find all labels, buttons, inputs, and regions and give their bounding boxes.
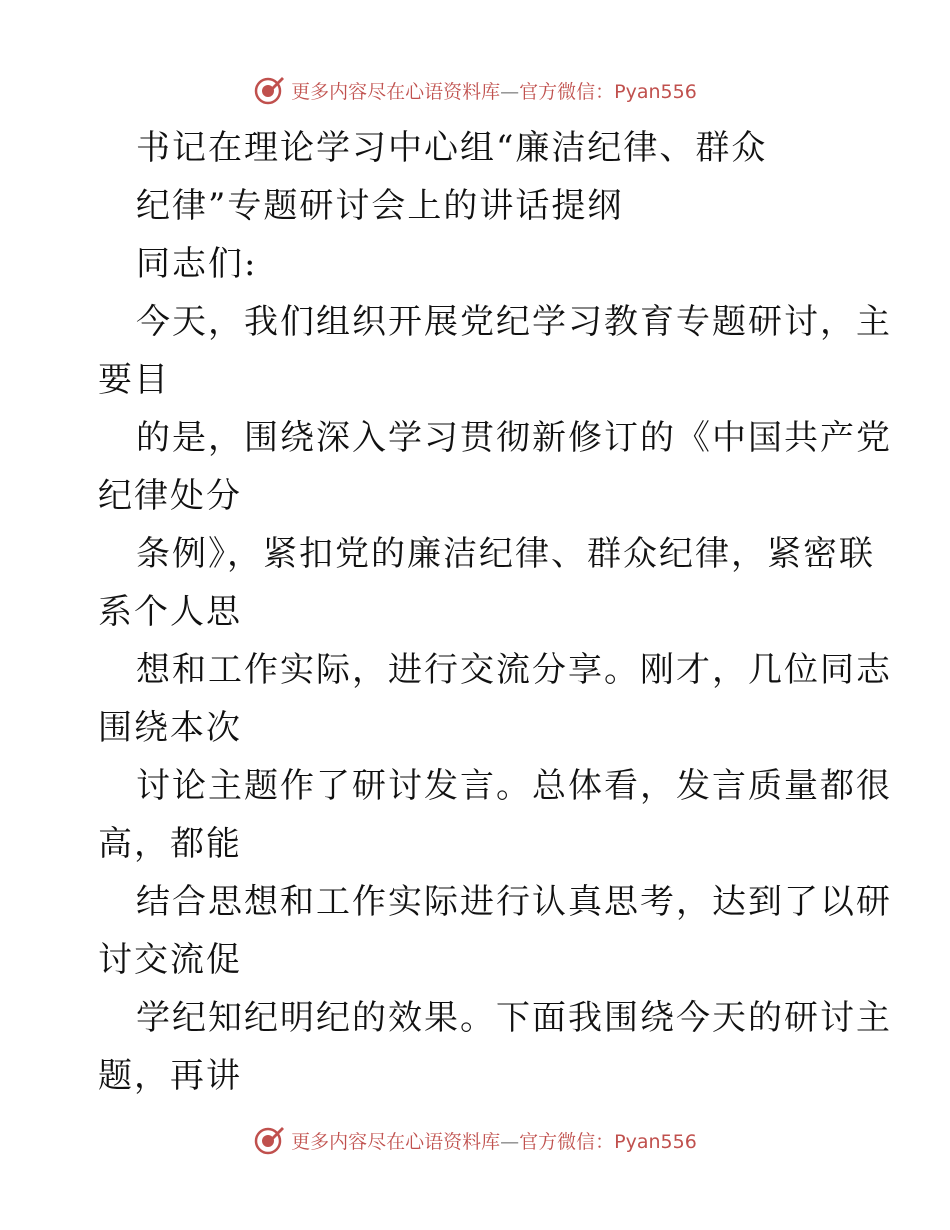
watermark-brand: 更多内容尽在心语资料库 xyxy=(291,80,501,103)
text-line: 讨交流促 xyxy=(98,940,242,980)
salutation: 同志们: xyxy=(136,244,258,284)
text-line: 想和工作实际，进行交流分享。刚才，几位同志 xyxy=(136,650,892,690)
footer-watermark xyxy=(0,1120,950,1160)
watermark-separator: — xyxy=(500,80,520,103)
document-title-line: 书记在理论学习中心组“廉洁纪律、群众 xyxy=(136,128,768,168)
text-line: 题，再讲 xyxy=(98,1056,242,1096)
text-line: 纪律处分 xyxy=(98,476,242,516)
document-title-line: 纪律”专题研讨会上的讲话提纲 xyxy=(136,186,624,226)
header-watermark xyxy=(0,70,950,110)
text-line: 要目 xyxy=(98,360,170,400)
watermark-contact: 官方微信：Pyan556 xyxy=(519,80,697,103)
text-line: 高，都能 xyxy=(98,824,242,864)
text-line: 今天，我们组织开展党纪学习教育专题研讨，主 xyxy=(136,302,892,342)
document-body xyxy=(98,122,892,1108)
pen-logo-icon xyxy=(253,1124,285,1156)
text-line: 条例》，紧扣党的廉洁纪律、群众纪律，紧密联 xyxy=(136,534,875,574)
text-line: 系个人思 xyxy=(98,592,242,632)
text-line: 围绕本次 xyxy=(98,708,242,748)
text-line: 讨论主题作了研讨发言。总体看，发言质量都很 xyxy=(136,766,892,806)
watermark-separator: — xyxy=(500,1130,520,1153)
watermark-contact: 官方微信：Pyan556 xyxy=(519,1130,697,1153)
watermark-brand: 更多内容尽在心语资料库 xyxy=(291,1130,501,1153)
text-line: 结合思想和工作实际进行认真思考，达到了以研 xyxy=(136,882,892,922)
text-line: 学纪知纪明纪的效果。下面我围绕今天的研讨主 xyxy=(136,998,892,1038)
text-line: 的是，围绕深入学习贯彻新修订的《中国共产党 xyxy=(136,418,892,458)
pen-logo-icon xyxy=(253,74,285,106)
